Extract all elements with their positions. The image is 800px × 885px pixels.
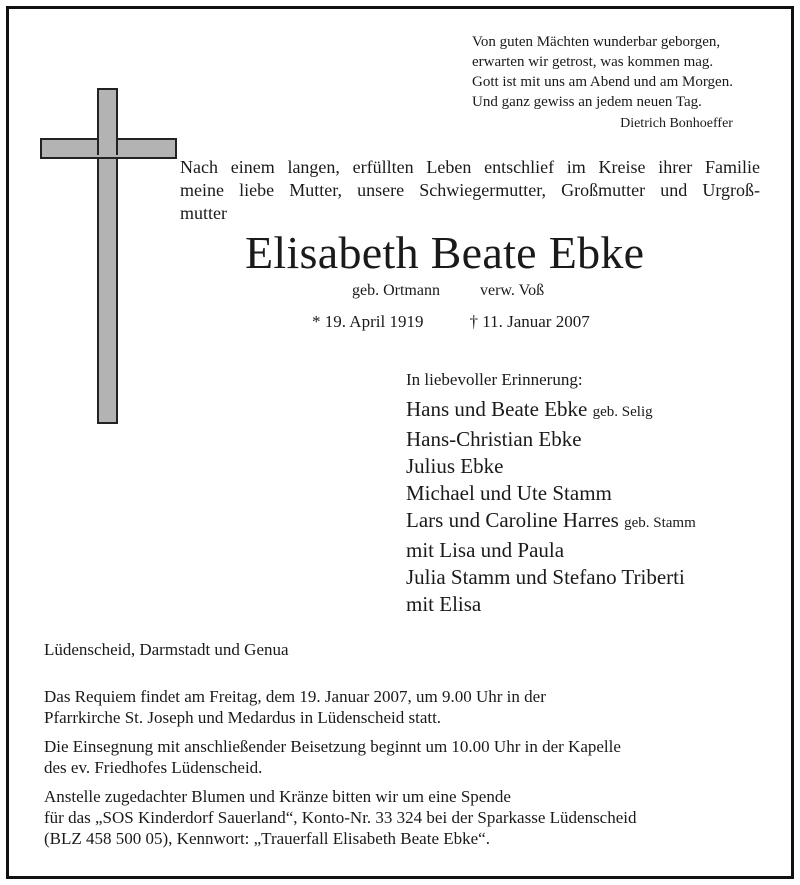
death-date: † 11. Januar 2007	[469, 312, 590, 331]
family-locations: Lüdenscheid, Darmstadt und Genua	[44, 640, 289, 659]
quote-line: erwarten wir getrost, was kommen mag.	[472, 54, 714, 70]
mourners-list	[406, 396, 696, 618]
deceased-name: Elisabeth Beate Ebke	[245, 227, 645, 278]
donation-line: Anstelle zugedachter Blumen und Kränze bitten wir um eine Spende	[44, 787, 511, 806]
birth-name: geb. Ortmann	[352, 282, 440, 299]
intro-line: meine liebe Mutter, unsere Schwiegermutter, Großmutter und Urgroß-	[180, 180, 760, 200]
bonhoeffer-quote	[472, 32, 733, 134]
mourner-name: Julia Stamm und Stefano Triberti	[406, 565, 685, 589]
burial-line: Die Einsegnung mit anschließender Beisetzung beginnt um 10.00 Uhr in der Kapelle	[44, 737, 621, 756]
mourner-name: Michael und Ute Stamm	[406, 481, 612, 505]
mourner-name: mit Lisa und Paula	[406, 538, 565, 562]
mourner-name: Hans-Christian Ebke	[406, 427, 582, 451]
burial-line: des ev. Friedhofes Lüdenscheid.	[44, 758, 263, 777]
requiem-line: Das Requiem findet am Freitag, dem 19. Januar 2007, um 9.00 Uhr in der	[44, 687, 546, 706]
cross-center	[97, 138, 118, 155]
quote-line: Und ganz gewiss an jedem neuen Tag.	[472, 94, 702, 110]
mourner-line	[406, 591, 696, 618]
mourner-line	[406, 537, 696, 564]
mourner-line	[406, 507, 696, 537]
mourner-line	[406, 564, 696, 591]
intro-line: mutter	[180, 203, 227, 223]
mourners-heading: In liebevoller Erinnerung:	[406, 370, 583, 389]
deceased-names-info	[352, 282, 544, 300]
widowed-name: verw. Voß	[479, 282, 545, 299]
intro-text	[180, 156, 760, 225]
quote-line: Gott ist mit uns am Abend und am Morgen.	[472, 74, 733, 90]
intro-line: Nach einem langen, erfüllten Leben entschlief im Kreise ihrer Familie	[180, 157, 760, 177]
donation-line: für das „SOS Kinderdorf Sauerland“, Konto-Nr. 33 324 bei der Sparkasse Lüdenscheid	[44, 808, 637, 827]
mourner-name: Julius Ebke	[406, 454, 504, 478]
mourner-note: geb. Selig	[592, 404, 653, 420]
mourner-line	[406, 396, 696, 426]
mourner-name: Hans und Beate Ebke	[406, 397, 588, 421]
donation-info	[44, 786, 637, 849]
mourner-note: geb. Stamm	[624, 515, 696, 531]
mourner-line	[406, 426, 696, 453]
donation-line: (BLZ 458 500 05), Kennwort: „Trauerfall Elisabeth Beate Ebke“.	[44, 829, 490, 848]
burial-info	[44, 736, 621, 778]
requiem-line: Pfarrkirche St. Joseph und Medardus in Lüdenscheid statt.	[44, 708, 442, 727]
quote-author: Dietrich Bonhoeffer	[620, 116, 733, 131]
mourner-name: mit Elisa	[406, 592, 482, 616]
quote-line: Von guten Mächten wunderbar geborgen,	[472, 34, 721, 50]
mourner-name: Lars und Caroline Harres	[406, 508, 619, 532]
life-dates	[312, 312, 590, 332]
mourner-line	[406, 480, 696, 507]
requiem-info	[44, 686, 546, 728]
birth-date: * 19. April 1919	[312, 312, 424, 331]
mourner-line	[406, 453, 696, 480]
